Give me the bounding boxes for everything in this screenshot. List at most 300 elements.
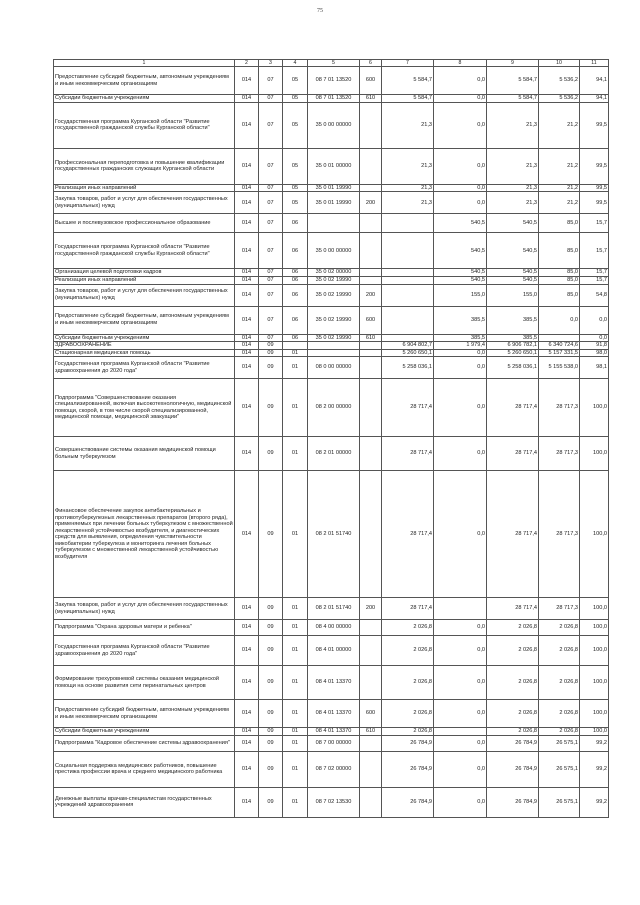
execution-percent: 99,5	[580, 102, 609, 148]
column-number: 6	[360, 60, 382, 67]
subsection-code: 01	[283, 666, 308, 700]
target-article-code: 08 7 01 13520	[308, 67, 360, 95]
subsection-code: 01	[283, 751, 308, 787]
approved-amount: 21,3	[382, 102, 434, 148]
target-article-code: 08 7 02 00000	[308, 751, 360, 787]
row-name: Субсидии бюджетным учреждениям	[54, 95, 235, 103]
subsection-code: 06	[283, 214, 308, 233]
executed-amount: 28 717,3	[539, 437, 580, 471]
expense-type-code: 200	[360, 284, 382, 306]
executed-amount: 28 717,3	[539, 471, 580, 598]
target-article-code: 35 0 02 19990	[308, 334, 360, 342]
table-row	[54, 700, 609, 728]
column-number: 2	[235, 60, 259, 67]
ministry-code: 014	[235, 192, 259, 214]
executed-amount: 85,0	[539, 276, 580, 284]
changes-amount: 1 979,4	[434, 342, 487, 350]
changes-amount: 0,0	[434, 184, 487, 192]
executed-amount: 85,0	[539, 214, 580, 233]
approved-amount: 28 717,4	[382, 471, 434, 598]
column-number: 9	[487, 60, 539, 67]
subsection-code: 06	[283, 334, 308, 342]
section-code: 07	[259, 184, 283, 192]
execution-percent: 15,7	[580, 269, 609, 277]
approved-amount: 5 260 650,1	[382, 349, 434, 357]
expense-type-code	[360, 233, 382, 269]
ministry-code: 014	[235, 700, 259, 728]
changes-amount: 0,0	[434, 192, 487, 214]
section-code: 09	[259, 471, 283, 598]
expense-type-code: 200	[360, 598, 382, 620]
approved-amount: 28 717,4	[382, 598, 434, 620]
ministry-code: 014	[235, 379, 259, 437]
refined-amount: 26 784,9	[487, 735, 539, 751]
target-article-code: 35 0 02 19990	[308, 276, 360, 284]
approved-amount: 2 026,8	[382, 636, 434, 666]
target-article-code: 08 7 01 13520	[308, 95, 360, 103]
refined-amount: 6 906 782,1	[487, 342, 539, 350]
execution-percent: 98,0	[580, 349, 609, 357]
section-code: 09	[259, 349, 283, 357]
changes-amount: 540,5	[434, 269, 487, 277]
target-article-code: 35 0 02 19990	[308, 306, 360, 334]
section-code: 07	[259, 306, 283, 334]
refined-amount: 28 717,4	[487, 379, 539, 437]
table-row	[54, 284, 609, 306]
expense-type-code	[360, 379, 382, 437]
expense-type-code	[360, 636, 382, 666]
table-row	[54, 276, 609, 284]
changes-amount: 385,5	[434, 334, 487, 342]
execution-percent: 15,7	[580, 214, 609, 233]
refined-amount: 28 717,4	[487, 598, 539, 620]
ministry-code: 014	[235, 342, 259, 350]
executed-amount	[539, 334, 580, 342]
table-row	[54, 95, 609, 103]
ministry-code: 014	[235, 67, 259, 95]
target-article-code: 08 2 01 51740	[308, 471, 360, 598]
changes-amount: 540,5	[434, 276, 487, 284]
column-number: 10	[539, 60, 580, 67]
section-code: 09	[259, 636, 283, 666]
execution-percent: 94,1	[580, 67, 609, 95]
refined-amount: 540,5	[487, 269, 539, 277]
table-row	[54, 102, 609, 148]
execution-percent: 15,7	[580, 233, 609, 269]
expense-type-code	[360, 437, 382, 471]
section-code: 09	[259, 379, 283, 437]
changes-amount: 385,5	[434, 306, 487, 334]
approved-amount: 5 258 036,1	[382, 357, 434, 379]
execution-percent: 100,0	[580, 666, 609, 700]
expense-type-code: 200	[360, 192, 382, 214]
approved-amount	[382, 214, 434, 233]
executed-amount: 85,0	[539, 269, 580, 277]
execution-percent: 100,0	[580, 598, 609, 620]
expense-type-code	[360, 357, 382, 379]
refined-amount: 21,3	[487, 102, 539, 148]
subsection-code: 01	[283, 787, 308, 817]
expense-type-code	[360, 148, 382, 184]
refined-amount: 26 784,9	[487, 787, 539, 817]
ministry-code: 014	[235, 148, 259, 184]
subsection-code: 05	[283, 148, 308, 184]
section-code: 09	[259, 437, 283, 471]
table-row	[54, 666, 609, 700]
refined-amount: 21,3	[487, 184, 539, 192]
expense-type-code: 610	[360, 728, 382, 736]
ministry-code: 014	[235, 636, 259, 666]
column-number: 5	[308, 60, 360, 67]
executed-amount: 21,2	[539, 102, 580, 148]
expense-type-code: 600	[360, 67, 382, 95]
ministry-code: 014	[235, 276, 259, 284]
ministry-code: 014	[235, 357, 259, 379]
changes-amount: 155,0	[434, 284, 487, 306]
ministry-code: 014	[235, 751, 259, 787]
column-number: 1	[54, 60, 235, 67]
approved-amount	[382, 306, 434, 334]
target-article-code: 08 4 01 13370	[308, 700, 360, 728]
row-name: Государственная программа Курганской области "Развитие здравоохранения до 2020 года"	[54, 357, 235, 379]
approved-amount	[382, 269, 434, 277]
target-article-code	[308, 214, 360, 233]
executed-amount: 28 717,3	[539, 379, 580, 437]
execution-percent: 54,8	[580, 284, 609, 306]
column-number: 4	[283, 60, 308, 67]
refined-amount: 540,5	[487, 214, 539, 233]
row-name: Подпрограмма "Совершенствование оказания специализированной, включая высокотехнологичную, медицинской помощи, скорой, в том числе скорой специализированной, медицинской помощи, медицинской эвакуации"	[54, 379, 235, 437]
section-code: 07	[259, 214, 283, 233]
changes-amount: 0,0	[434, 735, 487, 751]
refined-amount: 5 260 650,1	[487, 349, 539, 357]
approved-amount: 6 904 802,7	[382, 342, 434, 350]
row-name: ЗДРАВООХРАНЕНИЕ	[54, 342, 235, 350]
row-name: Совершенствование системы оказания медицинской помощи больным туберкулезом	[54, 437, 235, 471]
ministry-code: 014	[235, 349, 259, 357]
expense-type-code: 600	[360, 306, 382, 334]
executed-amount: 26 575,1	[539, 735, 580, 751]
changes-amount: 0,0	[434, 636, 487, 666]
expense-type-code: 610	[360, 334, 382, 342]
target-article-code: 08 4 01 13370	[308, 666, 360, 700]
expense-type-code	[360, 787, 382, 817]
execution-percent: 91,8	[580, 342, 609, 350]
execution-percent: 99,2	[580, 735, 609, 751]
refined-amount: 5 258 036,1	[487, 357, 539, 379]
executed-amount: 5 536,2	[539, 67, 580, 95]
table-row	[54, 379, 609, 437]
ministry-code: 014	[235, 666, 259, 700]
table-row	[54, 184, 609, 192]
changes-amount: 0,0	[434, 357, 487, 379]
changes-amount: 0,0	[434, 751, 487, 787]
row-name: Предоставление субсидий бюджетным, автономным учреждениям и иным некоммерческим организациям	[54, 700, 235, 728]
section-code: 07	[259, 233, 283, 269]
changes-amount: 0,0	[434, 349, 487, 357]
executed-amount: 85,0	[539, 233, 580, 269]
changes-amount: 0,0	[434, 787, 487, 817]
changes-amount: 0,0	[434, 666, 487, 700]
section-code: 09	[259, 357, 283, 379]
executed-amount: 85,0	[539, 284, 580, 306]
executed-amount: 6 340 724,6	[539, 342, 580, 350]
table-row	[54, 636, 609, 666]
approved-amount: 21,3	[382, 148, 434, 184]
section-code: 09	[259, 598, 283, 620]
executed-amount: 26 575,1	[539, 751, 580, 787]
execution-percent: 100,0	[580, 471, 609, 598]
table-row	[54, 192, 609, 214]
executed-amount: 2 026,8	[539, 666, 580, 700]
subsection-code: 01	[283, 735, 308, 751]
section-code: 07	[259, 102, 283, 148]
section-code: 09	[259, 751, 283, 787]
subsection-code: 01	[283, 598, 308, 620]
subsection-code: 01	[283, 700, 308, 728]
ministry-code: 014	[235, 334, 259, 342]
changes-amount: 0,0	[434, 620, 487, 636]
expense-type-code	[360, 735, 382, 751]
target-article-code: 35 0 00 00000	[308, 233, 360, 269]
refined-amount: 385,5	[487, 306, 539, 334]
row-name: Субсидии бюджетным учреждениям	[54, 334, 235, 342]
target-article-code: 08 4 01 13370	[308, 728, 360, 736]
row-name: Подпрограмма "Кадровое обеспечение системы здравоохранения"	[54, 735, 235, 751]
subsection-code: 01	[283, 379, 308, 437]
row-name: Предоставление субсидий бюджетным, автономным учреждениям и иным некоммерческим организациям	[54, 67, 235, 95]
changes-amount: 0,0	[434, 67, 487, 95]
executed-amount: 2 026,8	[539, 700, 580, 728]
changes-amount: 0,0	[434, 471, 487, 598]
approved-amount: 21,3	[382, 184, 434, 192]
execution-percent: 98,1	[580, 357, 609, 379]
subsection-code: 06	[283, 269, 308, 277]
approved-amount	[382, 233, 434, 269]
changes-amount: 0,0	[434, 437, 487, 471]
table-row	[54, 471, 609, 598]
target-article-code: 08 7 02 13530	[308, 787, 360, 817]
expense-type-code	[360, 269, 382, 277]
execution-percent: 0,0	[580, 334, 609, 342]
expense-type-code: 610	[360, 95, 382, 103]
refined-amount: 2 026,8	[487, 666, 539, 700]
target-article-code: 35 0 02 00000	[308, 269, 360, 277]
subsection-code: 01	[283, 636, 308, 666]
target-article-code: 08 2 00 00000	[308, 379, 360, 437]
refined-amount: 2 026,8	[487, 620, 539, 636]
section-code: 09	[259, 342, 283, 350]
execution-percent: 99,2	[580, 751, 609, 787]
refined-amount: 540,5	[487, 276, 539, 284]
ministry-code: 014	[235, 95, 259, 103]
table-row	[54, 269, 609, 277]
ministry-code: 014	[235, 284, 259, 306]
row-name: Реализация иных направлений	[54, 184, 235, 192]
ministry-code: 014	[235, 102, 259, 148]
ministry-code: 014	[235, 269, 259, 277]
target-article-code: 35 0 01 00000	[308, 148, 360, 184]
section-code: 07	[259, 276, 283, 284]
row-name: Формирование трехуровневой системы оказания медицинской помощи на основе развития сети перинатальных центров	[54, 666, 235, 700]
table-row	[54, 148, 609, 184]
section-code: 07	[259, 284, 283, 306]
execution-percent: 100,0	[580, 728, 609, 736]
expense-type-code: 600	[360, 700, 382, 728]
refined-amount: 155,0	[487, 284, 539, 306]
ministry-code: 014	[235, 437, 259, 471]
refined-amount: 540,5	[487, 233, 539, 269]
section-code: 07	[259, 67, 283, 95]
changes-amount: 0,0	[434, 102, 487, 148]
refined-amount: 2 026,8	[487, 728, 539, 736]
section-code: 07	[259, 269, 283, 277]
executed-amount: 0,0	[539, 306, 580, 334]
table-row	[54, 620, 609, 636]
executed-amount: 2 026,8	[539, 636, 580, 666]
table-row	[54, 233, 609, 269]
executed-amount: 21,2	[539, 184, 580, 192]
table-row	[54, 214, 609, 233]
approved-amount: 26 784,9	[382, 751, 434, 787]
ministry-code: 014	[235, 735, 259, 751]
expense-type-code	[360, 214, 382, 233]
column-number: 7	[382, 60, 434, 67]
executed-amount: 28 717,3	[539, 598, 580, 620]
changes-amount: 0,0	[434, 700, 487, 728]
section-code: 09	[259, 666, 283, 700]
approved-amount: 28 717,4	[382, 437, 434, 471]
execution-percent: 100,0	[580, 437, 609, 471]
row-name: Социальная поддержка медицинских работников, повышение престижа профессии врача и среднего медицинского работника	[54, 751, 235, 787]
column-number: 3	[259, 60, 283, 67]
section-code: 07	[259, 192, 283, 214]
target-article-code: 08 7 00 00000	[308, 735, 360, 751]
table-row	[54, 334, 609, 342]
subsection-code: 05	[283, 192, 308, 214]
row-name: Закупка товаров, работ и услуг для обеспечения государственных (муниципальных) нужд	[54, 284, 235, 306]
approved-amount	[382, 284, 434, 306]
target-article-code	[308, 342, 360, 350]
ministry-code: 014	[235, 184, 259, 192]
changes-amount: 540,5	[434, 214, 487, 233]
target-article-code: 35 0 01 19990	[308, 184, 360, 192]
section-code: 09	[259, 620, 283, 636]
column-number: 11	[580, 60, 609, 67]
target-article-code: 08 0 00 00000	[308, 357, 360, 379]
approved-amount: 5 584,7	[382, 95, 434, 103]
refined-amount: 2 026,8	[487, 636, 539, 666]
row-name: Закупка товаров, работ и услуг для обеспечения государственных (муниципальных) нужд	[54, 598, 235, 620]
subsection-code: 05	[283, 184, 308, 192]
budget-table	[53, 59, 609, 818]
approved-amount: 28 717,4	[382, 379, 434, 437]
execution-percent: 100,0	[580, 700, 609, 728]
approved-amount: 26 784,9	[382, 787, 434, 817]
execution-percent: 15,7	[580, 276, 609, 284]
row-name: Предоставление субсидий бюджетным, автономным учреждениям и иным некоммерческим организациям	[54, 306, 235, 334]
executed-amount: 2 026,8	[539, 728, 580, 736]
section-code: 09	[259, 728, 283, 736]
refined-amount: 21,3	[487, 148, 539, 184]
expense-type-code	[360, 666, 382, 700]
execution-percent: 99,5	[580, 148, 609, 184]
executed-amount: 21,2	[539, 148, 580, 184]
refined-amount: 385,5	[487, 334, 539, 342]
approved-amount	[382, 334, 434, 342]
row-name: Государственная программа Курганской области "Развитие здравоохранения до 2020 года"	[54, 636, 235, 666]
ministry-code: 014	[235, 233, 259, 269]
changes-amount	[434, 598, 487, 620]
executed-amount: 26 575,1	[539, 787, 580, 817]
subsection-code: 01	[283, 349, 308, 357]
ministry-code: 014	[235, 620, 259, 636]
execution-percent: 99,5	[580, 192, 609, 214]
approved-amount: 2 026,8	[382, 700, 434, 728]
row-name: Закупка товаров, работ и услуг для обеспечения государственных (муниципальных) нужд	[54, 192, 235, 214]
ministry-code: 014	[235, 787, 259, 817]
subsection-code	[283, 342, 308, 350]
subsection-code: 06	[283, 306, 308, 334]
approved-amount: 2 026,8	[382, 666, 434, 700]
subsection-code: 06	[283, 233, 308, 269]
table-row	[54, 598, 609, 620]
section-code: 07	[259, 95, 283, 103]
row-name: Организация целевой подготовки кадров	[54, 269, 235, 277]
expense-type-code	[360, 276, 382, 284]
subsection-code: 01	[283, 471, 308, 598]
expense-type-code	[360, 620, 382, 636]
subsection-code: 05	[283, 95, 308, 103]
target-article-code: 08 4 00 00000	[308, 620, 360, 636]
row-name: Субсидии бюджетным учреждениям	[54, 728, 235, 736]
refined-amount: 5 584,7	[487, 95, 539, 103]
executed-amount: 5 155 538,0	[539, 357, 580, 379]
execution-percent: 94,1	[580, 95, 609, 103]
executed-amount: 5 536,2	[539, 95, 580, 103]
table-row	[54, 437, 609, 471]
row-name: Государственная программа Курганской области "Развитие государственной гражданской службы Курганской области"	[54, 233, 235, 269]
expense-type-code	[360, 751, 382, 787]
subsection-code: 06	[283, 284, 308, 306]
target-article-code	[308, 349, 360, 357]
execution-percent: 100,0	[580, 379, 609, 437]
table-row	[54, 751, 609, 787]
ministry-code: 014	[235, 728, 259, 736]
section-code: 09	[259, 700, 283, 728]
target-article-code: 08 2 01 51740	[308, 598, 360, 620]
approved-amount: 2 026,8	[382, 728, 434, 736]
ministry-code: 014	[235, 214, 259, 233]
execution-percent: 0,0	[580, 306, 609, 334]
expense-type-code	[360, 471, 382, 598]
subsection-code: 01	[283, 437, 308, 471]
table-row	[54, 728, 609, 736]
execution-percent: 100,0	[580, 620, 609, 636]
row-name: Денежные выплаты врачам-специалистам государственных учреждений здравоохранения	[54, 787, 235, 817]
execution-percent: 100,0	[580, 636, 609, 666]
executed-amount: 21,2	[539, 192, 580, 214]
changes-amount	[434, 728, 487, 736]
section-code: 09	[259, 735, 283, 751]
expense-type-code	[360, 102, 382, 148]
changes-amount: 0,0	[434, 379, 487, 437]
ministry-code: 014	[235, 471, 259, 598]
approved-amount: 26 784,9	[382, 735, 434, 751]
table-row	[54, 349, 609, 357]
refined-amount: 2 026,8	[487, 700, 539, 728]
subsection-code: 01	[283, 620, 308, 636]
